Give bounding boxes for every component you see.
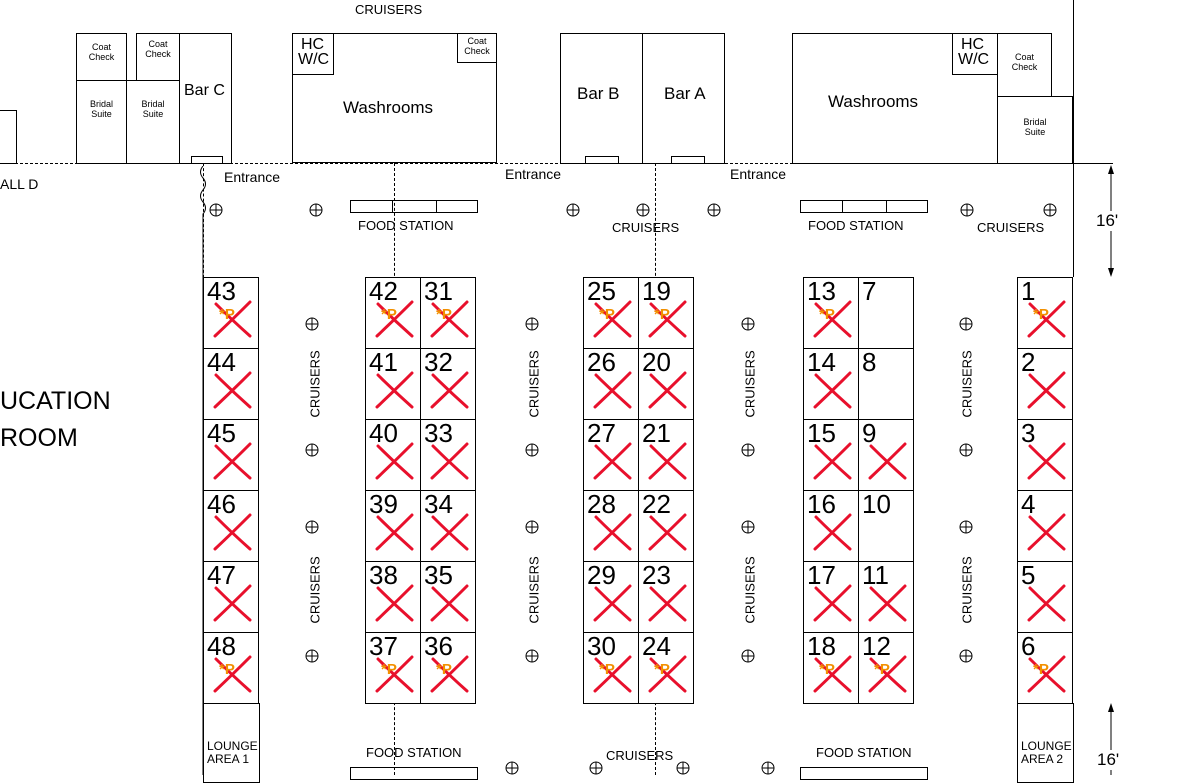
cruisers-label-top-right: CRUISERS <box>977 220 1045 235</box>
cruisers-label-aisle-4b: CRUISERS <box>959 556 975 624</box>
booth-19[interactable] <box>638 277 694 349</box>
coat-check-1 <box>76 33 127 81</box>
booth-13[interactable] <box>803 277 859 349</box>
booth-number: 10 <box>862 490 891 519</box>
booth-number: 14 <box>807 348 836 377</box>
booth-number: 20 <box>642 348 671 377</box>
pillar-icon <box>959 649 973 663</box>
booth-41[interactable] <box>365 348 421 420</box>
pillar-icon <box>305 443 319 457</box>
coat-check-3-label: Coat <box>467 36 487 46</box>
bar-a <box>642 33 725 164</box>
booth-number: 25 <box>587 277 616 306</box>
pillar-icon <box>305 649 319 663</box>
education-room-label-2: ROOM <box>0 424 78 452</box>
booth-2[interactable] <box>1017 348 1073 420</box>
bridal-suite-1 <box>76 80 127 164</box>
booth-number: 7 <box>862 277 877 306</box>
reserved-mark: *P <box>599 306 615 323</box>
pillar-icon <box>525 443 539 457</box>
pillar-icon <box>309 203 323 217</box>
pillar-icon <box>741 317 755 331</box>
booth-4[interactable] <box>1017 490 1073 562</box>
bridal-suite-2 <box>126 80 180 164</box>
reserved-mark: *P <box>219 306 235 323</box>
booth-34[interactable] <box>420 490 476 562</box>
booth-number: 46 <box>207 490 236 519</box>
bridal-suite-1-label2: Suite <box>91 109 112 119</box>
booth-25[interactable] <box>583 277 639 349</box>
entrance-label-2: Entrance <box>505 166 562 182</box>
booth-number: 47 <box>207 561 236 590</box>
booth-number: 24 <box>642 632 671 661</box>
booth-42[interactable] <box>365 277 421 349</box>
coat-check-1-label: Coat <box>91 42 111 52</box>
reserved-mark: *P <box>654 306 670 323</box>
pillar-icon <box>741 443 755 457</box>
reserved-mark: *P <box>874 661 890 678</box>
hc-right-label: HC <box>961 36 985 53</box>
bar-b-label: Bar B <box>577 84 620 103</box>
booth-number: 8 <box>862 348 877 377</box>
entrance-label-1: Entrance <box>224 169 281 185</box>
food-station-divider <box>392 200 393 213</box>
coat-check-3-label2: Check <box>464 46 490 56</box>
coat-check-4 <box>997 33 1052 97</box>
wc-right-label: W/C <box>958 51 990 68</box>
bridal-suite-3 <box>997 96 1073 164</box>
dimension-label-top: 16' <box>1096 211 1119 230</box>
booth-8[interactable] <box>858 348 914 420</box>
booth-44[interactable] <box>203 348 259 420</box>
pillar-icon <box>959 443 973 457</box>
booth-35[interactable] <box>420 561 476 633</box>
bridal-suite-3-label: Bridal <box>1023 117 1047 127</box>
lounge-area-1 <box>203 703 260 783</box>
booth-17[interactable] <box>803 561 859 633</box>
booth-24[interactable] <box>638 632 694 704</box>
booth-31[interactable] <box>420 277 476 349</box>
booth-number: 26 <box>587 348 616 377</box>
bridal-suite-2-label2: Suite <box>142 109 164 119</box>
reserved-mark: *P <box>654 661 670 678</box>
hall-boundary-line <box>0 163 1073 164</box>
pillar-icon <box>525 317 539 331</box>
booth-number: 44 <box>207 348 236 377</box>
cruisers-label-aisle-1a: CRUISERS <box>307 350 323 418</box>
reserved-mark: *P <box>436 306 452 323</box>
booth-46[interactable] <box>203 490 259 562</box>
booth-5[interactable] <box>1017 561 1073 633</box>
bridal-suite-3-label2: Suite <box>1024 127 1046 137</box>
booth-number: 18 <box>807 632 836 661</box>
booth-3[interactable] <box>1017 419 1073 491</box>
bar-c <box>179 33 232 164</box>
pillar-icon <box>589 761 603 775</box>
bar-a-label: Bar A <box>664 84 706 103</box>
booth-number: 39 <box>369 490 398 519</box>
pillar-icon <box>636 203 650 217</box>
left-fragment <box>0 110 17 164</box>
booth-40[interactable] <box>365 419 421 491</box>
dimension-label-bottom: 16' <box>1097 750 1120 769</box>
booth-number: 43 <box>207 277 236 306</box>
booth-number: 1 <box>1021 277 1036 306</box>
lounge-area-1-label: LOUNGE <box>207 739 258 753</box>
booth-36[interactable] <box>420 632 476 704</box>
pillar-icon <box>305 317 319 331</box>
booth-number: 23 <box>642 561 671 590</box>
booth-number: 33 <box>424 419 453 448</box>
booth-22[interactable] <box>638 490 694 562</box>
pillar-icon <box>566 203 580 217</box>
right-wall <box>1073 0 1074 277</box>
booth-1[interactable] <box>1017 277 1073 349</box>
booth-number: 3 <box>1021 419 1036 448</box>
booth-number: 31 <box>424 277 453 306</box>
pillar-icon <box>209 203 223 217</box>
booth-43[interactable] <box>203 277 259 349</box>
booth-number: 30 <box>587 632 616 661</box>
education-room-label-1: UCATION <box>0 387 111 415</box>
booth-number: 36 <box>424 632 453 661</box>
booth-number: 35 <box>424 561 453 590</box>
booth-16[interactable] <box>803 490 859 562</box>
booth-14[interactable] <box>803 348 859 420</box>
booth-15[interactable] <box>803 419 859 491</box>
booth-number: 2 <box>1021 348 1036 377</box>
booth-number: 11 <box>862 561 889 590</box>
booth-number: 40 <box>369 419 398 448</box>
booth-21[interactable] <box>638 419 694 491</box>
booth-37[interactable] <box>365 632 421 704</box>
food-station-divider <box>436 200 437 213</box>
booth-12[interactable] <box>858 632 914 704</box>
booth-7[interactable] <box>858 277 914 349</box>
hc-wc-left <box>292 33 334 75</box>
booth-11[interactable] <box>858 561 914 633</box>
hc-left-label: HC <box>301 36 325 53</box>
cruisers-label-bottom-center: CRUISERS <box>606 748 674 763</box>
booth-26[interactable] <box>583 348 639 420</box>
booth-18[interactable] <box>803 632 859 704</box>
food-station-counter-top-right <box>800 200 928 213</box>
coat-check-2-label2: Check <box>145 49 171 59</box>
coat-check-1-label2: Check <box>88 52 115 62</box>
booth-number: 5 <box>1021 561 1036 590</box>
cruisers-label-aisle-1b: CRUISERS <box>307 556 323 624</box>
bar-c-label: Bar C <box>184 82 225 99</box>
booth-number: 28 <box>587 490 616 519</box>
booth-number: 6 <box>1021 632 1036 661</box>
pillar-icon <box>676 761 690 775</box>
bridal-suite-1-label: Bridal <box>89 99 113 109</box>
booth-number: 34 <box>424 490 453 519</box>
bar-b <box>560 33 643 164</box>
pillar-icon <box>761 761 775 775</box>
food-station-label-bottom-left: FOOD STATION <box>366 745 462 760</box>
reserved-mark: *P <box>819 306 835 323</box>
lounge-area-1-label2: AREA 1 <box>207 752 250 766</box>
pillar-icon <box>525 649 539 663</box>
pillar-icon <box>741 520 755 534</box>
food-station-label-top-right: FOOD STATION <box>808 218 904 233</box>
reserved-mark: *P <box>1033 306 1049 323</box>
pillar-icon <box>525 520 539 534</box>
booth-number: 12 <box>862 632 891 661</box>
booth-number: 27 <box>587 419 616 448</box>
pillar-icon <box>959 317 973 331</box>
booth-28[interactable] <box>583 490 639 562</box>
washrooms-right-label: Washrooms <box>828 92 919 111</box>
coat-check-4-label: Coat <box>1014 52 1034 62</box>
food-station-divider <box>842 200 843 213</box>
food-station-counter-bottom-left <box>350 767 478 780</box>
booth-number: 41 <box>369 348 398 377</box>
reserved-mark: *P <box>219 661 235 678</box>
pillar-icon <box>741 649 755 663</box>
booth-27[interactable] <box>583 419 639 491</box>
booth-29[interactable] <box>583 561 639 633</box>
lounge-area-2 <box>1017 703 1074 783</box>
entrance-label-3: Entrance <box>730 166 787 182</box>
cruisers-label-aisle-2b: CRUISERS <box>526 556 542 624</box>
wc-left-label: W/C <box>298 51 330 68</box>
bridal-suite-2-label: Bridal <box>141 99 165 109</box>
booth-number: 45 <box>207 419 236 448</box>
booth-number: 21 <box>642 419 671 448</box>
booth-33[interactable] <box>420 419 476 491</box>
food-station-label-top-left: FOOD STATION <box>358 218 454 233</box>
booth-10[interactable] <box>858 490 914 562</box>
booth-number: 16 <box>807 490 836 519</box>
reserved-mark: *P <box>1033 661 1049 678</box>
booth-48[interactable] <box>203 632 259 704</box>
food-station-counter-top-left <box>350 200 478 213</box>
booth-9[interactable] <box>858 419 914 491</box>
booth-number: 29 <box>587 561 616 590</box>
washrooms-left-label: Washrooms <box>343 98 434 117</box>
booth-number: 42 <box>369 277 398 306</box>
booth-number: 4 <box>1021 490 1036 519</box>
reserved-mark: *P <box>436 661 452 678</box>
hall-d-label: ALL D <box>0 176 39 192</box>
pillar-icon <box>1043 203 1057 217</box>
food-station-counter-bottom-right <box>800 767 928 780</box>
reserved-mark: *P <box>381 306 397 323</box>
cruisers-label-aisle-4a: CRUISERS <box>959 350 975 418</box>
pillar-icon <box>505 761 519 775</box>
booth-number: 17 <box>807 561 836 590</box>
booth-number: 32 <box>424 348 453 377</box>
right-wall-top-stub <box>1073 163 1113 164</box>
hc-wc-right <box>952 33 998 75</box>
booth-20[interactable] <box>638 348 694 420</box>
booth-number: 15 <box>807 419 836 448</box>
food-station-label-bottom-right: FOOD STATION <box>816 745 912 760</box>
pillar-icon <box>305 520 319 534</box>
booth-38[interactable] <box>365 561 421 633</box>
cruisers-label-top: CRUISERS <box>355 2 423 17</box>
pillar-icon <box>960 203 974 217</box>
booth-45[interactable] <box>203 419 259 491</box>
booth-number: 19 <box>642 277 671 306</box>
cruisers-label-aisle-3b: CRUISERS <box>742 556 758 624</box>
booth-32[interactable] <box>420 348 476 420</box>
booth-39[interactable] <box>365 490 421 562</box>
booth-23[interactable] <box>638 561 694 633</box>
booth-number: 22 <box>642 490 671 519</box>
booth-number: 13 <box>807 277 836 306</box>
reserved-mark: *P <box>381 661 397 678</box>
coat-check-2-label: Coat <box>148 39 168 49</box>
booth-number: 48 <box>207 632 236 661</box>
lounge-area-2-label2: AREA 2 <box>1021 752 1064 766</box>
booth-6[interactable] <box>1017 632 1073 704</box>
pillar-icon <box>959 520 973 534</box>
cruisers-label-top-center: CRUISERS <box>612 220 680 235</box>
coat-check-2 <box>136 33 180 81</box>
booth-number: 37 <box>369 632 398 661</box>
pillar-icon <box>707 203 721 217</box>
cruisers-label-aisle-3a: CRUISERS <box>742 350 758 418</box>
coat-check-4-label2: Check <box>1011 62 1038 72</box>
booth-number: 38 <box>369 561 398 590</box>
booth-47[interactable] <box>203 561 259 633</box>
food-station-divider <box>886 200 887 213</box>
cruisers-label-aisle-2a: CRUISERS <box>526 350 542 418</box>
reserved-mark: *P <box>819 661 835 678</box>
booth-number: 9 <box>862 419 877 448</box>
reserved-mark: *P <box>599 661 615 678</box>
lounge-area-2-label: LOUNGE <box>1021 739 1072 753</box>
coat-check-3 <box>457 33 497 63</box>
booth-30[interactable] <box>583 632 639 704</box>
